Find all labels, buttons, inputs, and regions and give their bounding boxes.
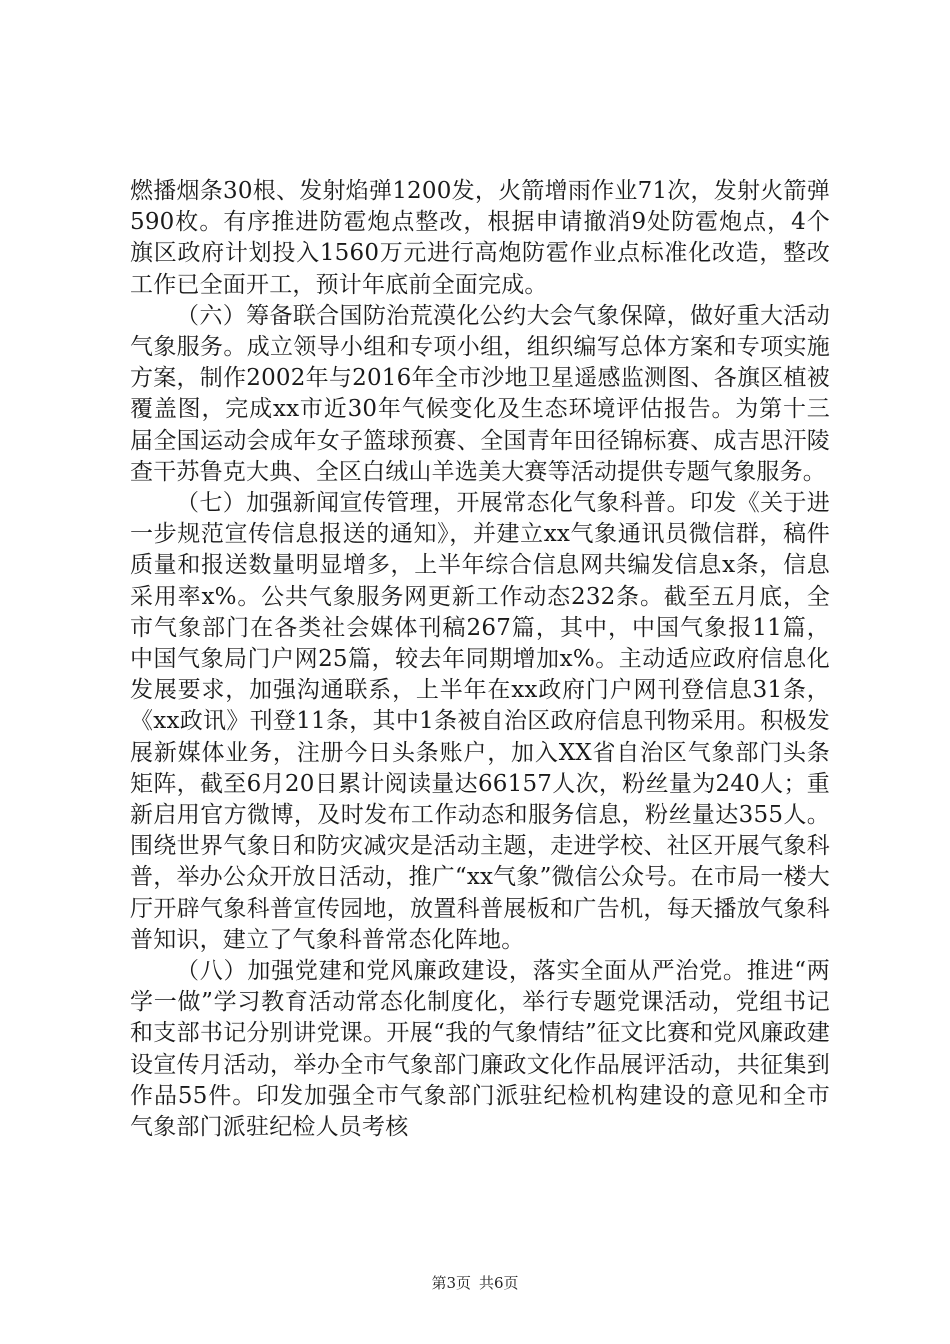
paragraph-section-8: （八）加强党建和党风廉政建设，落实全面从严治党。推进“两学一做”学习教育活动常态化制度化，举行专题党课活动，党组书记和支部书记分别讲党课。开展“我的气象情结”征文比赛和党风廉政建设宣传月活动，举办全市气象部门廉政文化作品展评活动，共征集到作品55件。印发加强全市气象部门派驻纪检机构建设的意见和全市气象部门派驻纪检人员考核 xyxy=(130,958,830,1141)
page-footer xyxy=(0,1272,950,1293)
paragraph-continued: 燃播烟条30根、发射焰弹1200发，火箭增雨作业71次，发射火箭弹590枚。有序推进防雹炮点整改，根据申请撤消9处防雹炮点，4个旗区政府计划投入1560万元进行高炮防雹作业点标准化改造，整改工作已全面开工，预计年底前全面完成。 xyxy=(130,178,830,298)
page-total: 共6页 xyxy=(479,1274,519,1292)
body-text xyxy=(130,176,830,1143)
paragraph-section-6: （六）筹备联合国防治荒漠化公约大会气象保障，做好重大活动气象服务。成立领导小组和专项小组，组织编写总体方案和专项实施方案，制作2002年与2016年全市沙地卫星遥感监测图、各旗区植被覆盖图，完成xx市近30年气候变化及生态环境评估报告。为第十三届全国运动会成年女子篮球预赛、全国青年田径锦标赛、成吉思汗陵查干苏鲁克大典、全区白绒山羊选美大赛等活动提供专题气象服务。 xyxy=(130,302,830,485)
paragraph-section-7: （七）加强新闻宣传管理，开展常态化气象科普。印发《关于进一步规范宣传信息报送的通知》，并建立xx气象通讯员微信群，稿件质量和报送数量明显增多，上半年综合信息网共编发信息x条，信息采用率x%。公共气象服务网更新工作动态232条。截至五月底，全市气象部门在各类社会媒体刊稿267篇，其中，中国气象报11篇，中国气象局门户网25篇，较去年同期增加x%。主动适应政府信息化发展要求，加强沟通联系，上半年在xx政府门户网刊登信息31条，《xx政讯》刊登11条，其中1条被自治区政府信息刊物采用。积极发展新媒体业务，注册今日头条账户，加入XX省自治区气象部门头条矩阵，截至6月20日累计阅读量达66157人次，粉丝量为240人；重新启用官方微博，及时发布工作动态和服务信息，粉丝量达355人。围绕世界气象日和防灾减灾是活动主题，走进学校、社区开展气象科普，举办公众开放日活动，推广“xx气象”微信公众号。在市局一楼大厅开辟气象科普宣传园地，放置科普展板和广告机，每天播放气象科普知识，建立了气象科普常态化阵地。 xyxy=(130,490,830,953)
page-number: 第3页 xyxy=(431,1274,471,1292)
